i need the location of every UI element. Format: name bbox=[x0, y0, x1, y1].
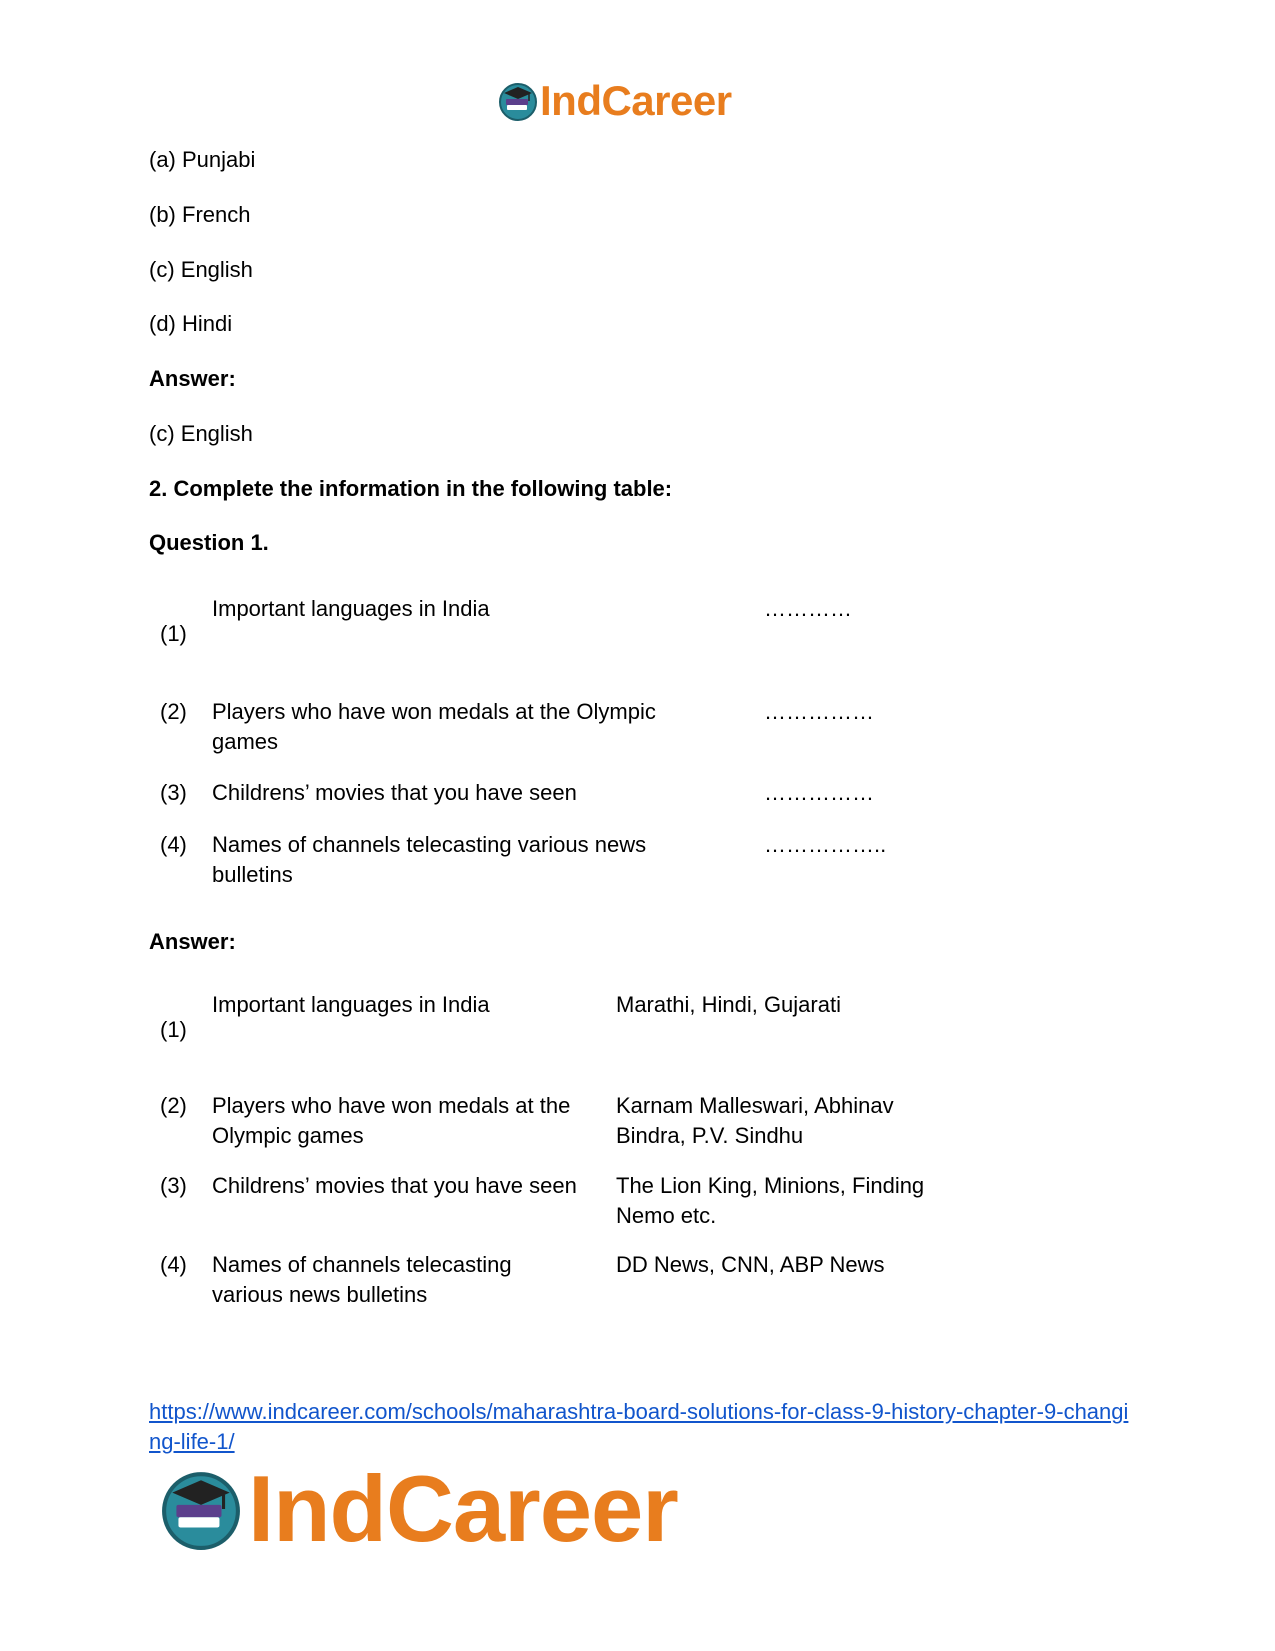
row-number: (2) bbox=[160, 699, 187, 724]
row-blank: ………… bbox=[764, 596, 852, 621]
row-number: (3) bbox=[160, 1173, 187, 1198]
row-answer: DD News, CNN, ABP News bbox=[616, 1252, 885, 1277]
header-logo bbox=[498, 77, 732, 124]
row-blank: …………….. bbox=[764, 832, 887, 857]
answer-value: (c) English bbox=[149, 421, 253, 446]
row-item: Childrens’ movies that you have seen bbox=[212, 1173, 577, 1198]
logo-text: IndCareer bbox=[248, 1456, 678, 1561]
answer-label: Answer: bbox=[149, 366, 236, 391]
option-d: (d) Hindi bbox=[149, 311, 233, 336]
row-blank: …………… bbox=[764, 780, 874, 805]
row-number: (3) bbox=[160, 780, 187, 805]
footer-logo bbox=[160, 1456, 678, 1561]
option-b: (b) French bbox=[149, 202, 251, 227]
row-item: Important languages in India bbox=[212, 596, 490, 621]
option-a: (a) Punjabi bbox=[149, 147, 256, 172]
row-item: Important languages in India bbox=[212, 992, 490, 1017]
row-number: (1) bbox=[160, 1017, 187, 1042]
source-link[interactable]: https://www.indcareer.com/schools/maharashtra-board-solutions-for-class-9-history-chapter-9-changing-life-1/ bbox=[149, 1399, 1129, 1454]
row-number: (1) bbox=[160, 621, 187, 646]
row-answer: Marathi, Hindi, Gujarati bbox=[616, 992, 841, 1017]
row-item: Childrens’ movies that you have seen bbox=[212, 780, 577, 805]
logo-globe-icon bbox=[498, 81, 538, 121]
row-item: Names of channels telecasting various news bulletins bbox=[212, 1252, 512, 1307]
logo-globe-icon bbox=[160, 1468, 242, 1550]
row-blank: …………… bbox=[764, 699, 874, 724]
option-c: (c) English bbox=[149, 257, 253, 282]
row-number: (4) bbox=[160, 1252, 187, 1277]
answer-label: Answer: bbox=[149, 929, 236, 954]
row-number: (4) bbox=[160, 832, 187, 857]
row-item: Players who have won medals at the Olympic games bbox=[212, 1093, 571, 1148]
row-number: (2) bbox=[160, 1093, 187, 1118]
question-label: Question 1. bbox=[149, 530, 269, 555]
row-item: Players who have won medals at the Olympic games bbox=[212, 699, 656, 754]
section-title: 2. Complete the information in the following table: bbox=[149, 476, 673, 501]
logo-text: IndCareer bbox=[540, 77, 732, 124]
row-answer: Karnam Malleswari, Abhinav Bindra, P.V. Sindhu bbox=[616, 1093, 894, 1148]
row-item: Names of channels telecasting various news bulletins bbox=[212, 832, 647, 887]
row-answer: The Lion King, Minions, Finding Nemo etc. bbox=[616, 1173, 925, 1228]
